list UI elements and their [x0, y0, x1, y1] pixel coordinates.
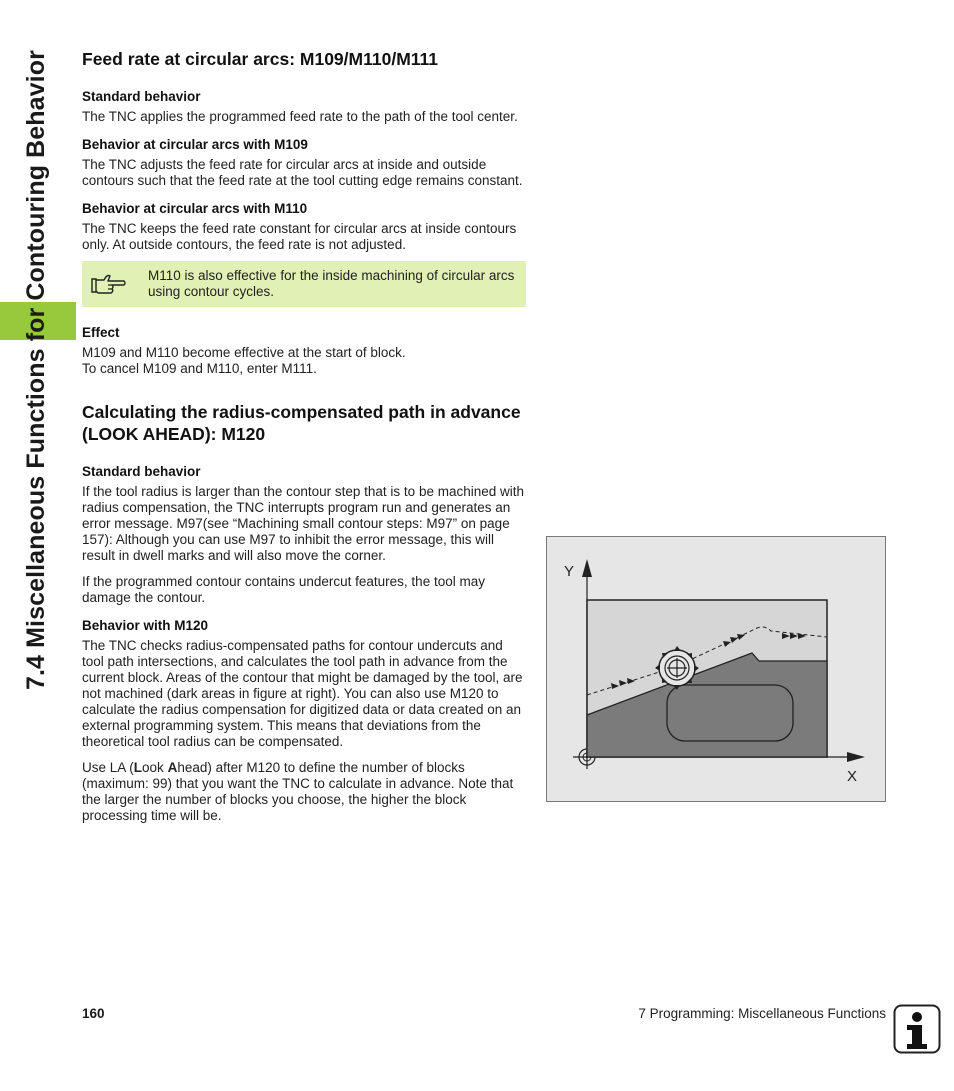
y-axis-label: Y	[564, 563, 575, 580]
heading-standard-behavior-2: Standard behavior	[82, 464, 201, 479]
undercut-pocket	[667, 685, 793, 741]
note-box	[82, 261, 526, 307]
la-ook: ook	[142, 760, 168, 775]
footer-chapter-title: 7 Programming: Miscellaneous Functions	[638, 1006, 886, 1021]
x-axis-arrow	[847, 752, 865, 762]
heading-effect: Effect	[82, 325, 120, 340]
x-axis-label: X	[847, 768, 858, 785]
y-axis-arrow	[582, 559, 592, 577]
heading-standard-behavior: Standard behavior	[82, 89, 201, 104]
la-rest: head) after M120 to define the number of blocks (maximum: 99) that you want the TNC to calculate in advance. Note that the larger the number of blocks you choose, the higher the block processing time will be.	[82, 760, 514, 823]
heading-m110: Behavior at circular arcs with M110	[82, 201, 308, 216]
standard-behavior-2-text: If the tool radius is larger than the contour step that is to be machined with radius compensation, the TNC interrupts program run and generates an error message. M97(see “Machining small contour steps: M97” on page 157): Although you can use M97 to inhibit the error message, this will result in dwell marks and will also move the corner.	[82, 484, 524, 563]
undercut-text: If the programmed contour contains undercut features, the tool may damage the contour.	[82, 574, 485, 605]
effect-line-2: To cancel M109 and M110, enter M111.	[82, 361, 317, 376]
m110-text: The TNC keeps the feed rate constant for circular arcs at inside contours only. At outside contours, the feed rate is not adjusted.	[82, 221, 517, 252]
info-icon	[893, 1004, 941, 1054]
la-prefix: Use LA (	[82, 760, 134, 775]
standard-behavior-text: The TNC applies the programmed feed rate to the path of the tool center.	[82, 109, 518, 124]
figure-drawing	[547, 537, 885, 801]
look-ahead-figure	[546, 536, 886, 802]
look-ahead-text	[82, 760, 527, 824]
main-content	[82, 48, 527, 836]
m109-text: The TNC adjusts the feed rate for circular arcs at inside and outside contours such that the feed rate at the tool cutting edge remains constant.	[82, 157, 523, 188]
section-title-look-ahead: Calculating the radius-compensated path in advance (LOOK AHEAD): M120	[82, 402, 521, 444]
heading-m109: Behavior at circular arcs with M109	[82, 137, 308, 152]
running-section-title: 7.4 Miscellaneous Functions for Contouring Behavior	[22, 50, 50, 690]
effect-text	[82, 345, 527, 377]
la-bold-a: A	[167, 760, 178, 775]
effect-line-1: M109 and M110 become effective at the start of block.	[82, 345, 406, 360]
m120-text: The TNC checks radius-compensated paths for contour undercuts and tool path intersections, and calculates the tool path in advance from the current block. Areas of the contour that might be damaged by the tool, are not machined (dark areas in figure at right). You can also use M120 to calculate the radius compensation for digitized data or data created on an external programming system. This means that deviations from the theoretical tool radius can be compensated.	[82, 638, 523, 749]
heading-m120: Behavior with M120	[82, 618, 209, 633]
page-number: 160	[82, 1006, 105, 1021]
note-text: M110 is also effective for the inside machining of circular arcs using contour cycles.	[148, 268, 515, 299]
la-bold-l: L	[133, 760, 143, 775]
pointing-hand-icon	[90, 270, 128, 298]
section-title-feed-rate: Feed rate at circular arcs: M109/M110/M111	[82, 49, 439, 69]
